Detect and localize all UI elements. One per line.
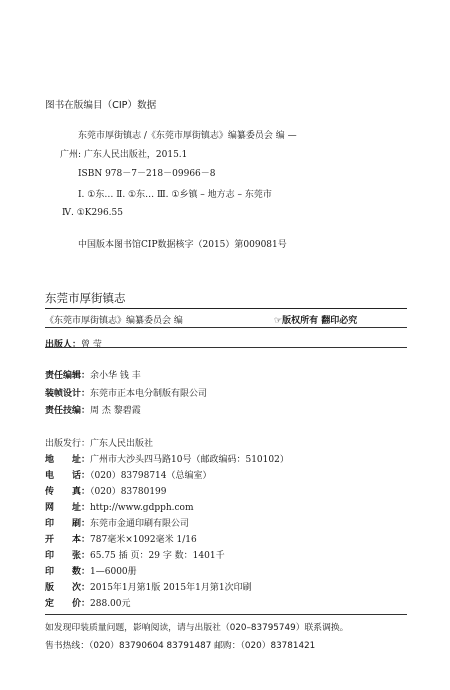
publisher-row bbox=[45, 332, 102, 351]
cip-classification-1: Ⅰ. ①东… Ⅱ. ①东… Ⅲ. ①乡镇 – 地方志 – 东莞市 bbox=[78, 190, 272, 200]
detail-value: （020）83798714（总编室） bbox=[90, 471, 212, 481]
detail-label: 印 张： bbox=[45, 551, 91, 561]
publisher-divider bbox=[45, 347, 407, 348]
tech-editor-value: 周 杰 黎碧霞 bbox=[90, 406, 141, 416]
detail-label: 电 话： bbox=[45, 471, 91, 481]
footer-sales-hotline: 售书热线：（020）83790604 83791487 邮购：（020）83781421 bbox=[45, 641, 316, 651]
detail-label: 开 本： bbox=[45, 535, 91, 545]
detail-label: 传 真： bbox=[45, 487, 91, 497]
publisher-name: 曾 莹 bbox=[81, 340, 102, 350]
editor-label: 责任编辑： bbox=[45, 371, 91, 381]
detail-label: 定 价： bbox=[45, 599, 91, 609]
cip-line-2: 广州: 广东人民出版社，2015.1 bbox=[60, 150, 188, 160]
cip-heading: 图书在版编目（CIP）数据 bbox=[45, 100, 157, 111]
editor-value: 余小华 钱 丰 bbox=[90, 371, 141, 381]
author-divider bbox=[45, 327, 407, 328]
detail-value: 东莞市金通印刷有限公司 bbox=[90, 519, 190, 529]
detail-label: 网 址： bbox=[45, 503, 91, 513]
editor-row bbox=[45, 363, 141, 382]
designer-value: 东莞市正本电分制版有限公司 bbox=[90, 389, 208, 399]
detail-value: 1—6000册 bbox=[90, 567, 137, 577]
detail-label: 印 数： bbox=[45, 567, 91, 577]
publisher-label: 出版人： bbox=[45, 340, 82, 350]
detail-value: 2015年1月第1版 2015年1月第1次印刷 bbox=[90, 583, 252, 593]
cip-library-note: 中国版本图书馆CIP数据核字（2015）第009081号 bbox=[78, 240, 287, 250]
detail-label: 印 刷： bbox=[45, 519, 91, 529]
detail-value: 广东人民出版社 bbox=[90, 439, 154, 449]
cip-line-1: 东莞市厚街镇志 /《东莞市厚街镇志》编纂委员会 编 — bbox=[78, 131, 297, 141]
footer-quality-notice: 如发现印装质量问题，影响阅读，请与出版社（020–83795749）联系调换。 bbox=[45, 623, 349, 633]
detail-label: 地 址： bbox=[45, 455, 91, 465]
detail-value: 787毫米×1092毫米 1/16 bbox=[90, 535, 197, 545]
detail-label: 版 次： bbox=[45, 583, 91, 593]
cip-isbn: ISBN 978－7－218－09966－8 bbox=[78, 169, 216, 179]
detail-value: http://www.gdpph.com bbox=[90, 503, 194, 513]
book-title: 东莞市厚街镇志 bbox=[45, 291, 126, 305]
detail-value: （020）83780199 bbox=[90, 487, 167, 497]
author-line: 《东莞市厚街镇志》编纂委员会 编 bbox=[45, 316, 183, 326]
designer-label: 装帧设计： bbox=[45, 389, 91, 399]
detail-label: 出版发行： bbox=[45, 439, 91, 449]
title-divider bbox=[45, 308, 407, 309]
detail-value: 288.00元 bbox=[90, 599, 131, 609]
footer-divider bbox=[45, 614, 407, 615]
detail-value: 广州市大沙头四马路10号（邮政编码：510102） bbox=[90, 455, 289, 465]
detail-row-price bbox=[45, 591, 131, 610]
tech-editor-label: 责任技编： bbox=[45, 406, 91, 416]
tech-editor-row bbox=[45, 398, 141, 417]
cip-classification-2: Ⅳ. ①K296.55 bbox=[62, 208, 123, 218]
rights-notice: ☞版权所有 翻印必究 bbox=[274, 316, 358, 326]
detail-value: 65.75 插 页：29 字 数：1401千 bbox=[90, 551, 225, 561]
